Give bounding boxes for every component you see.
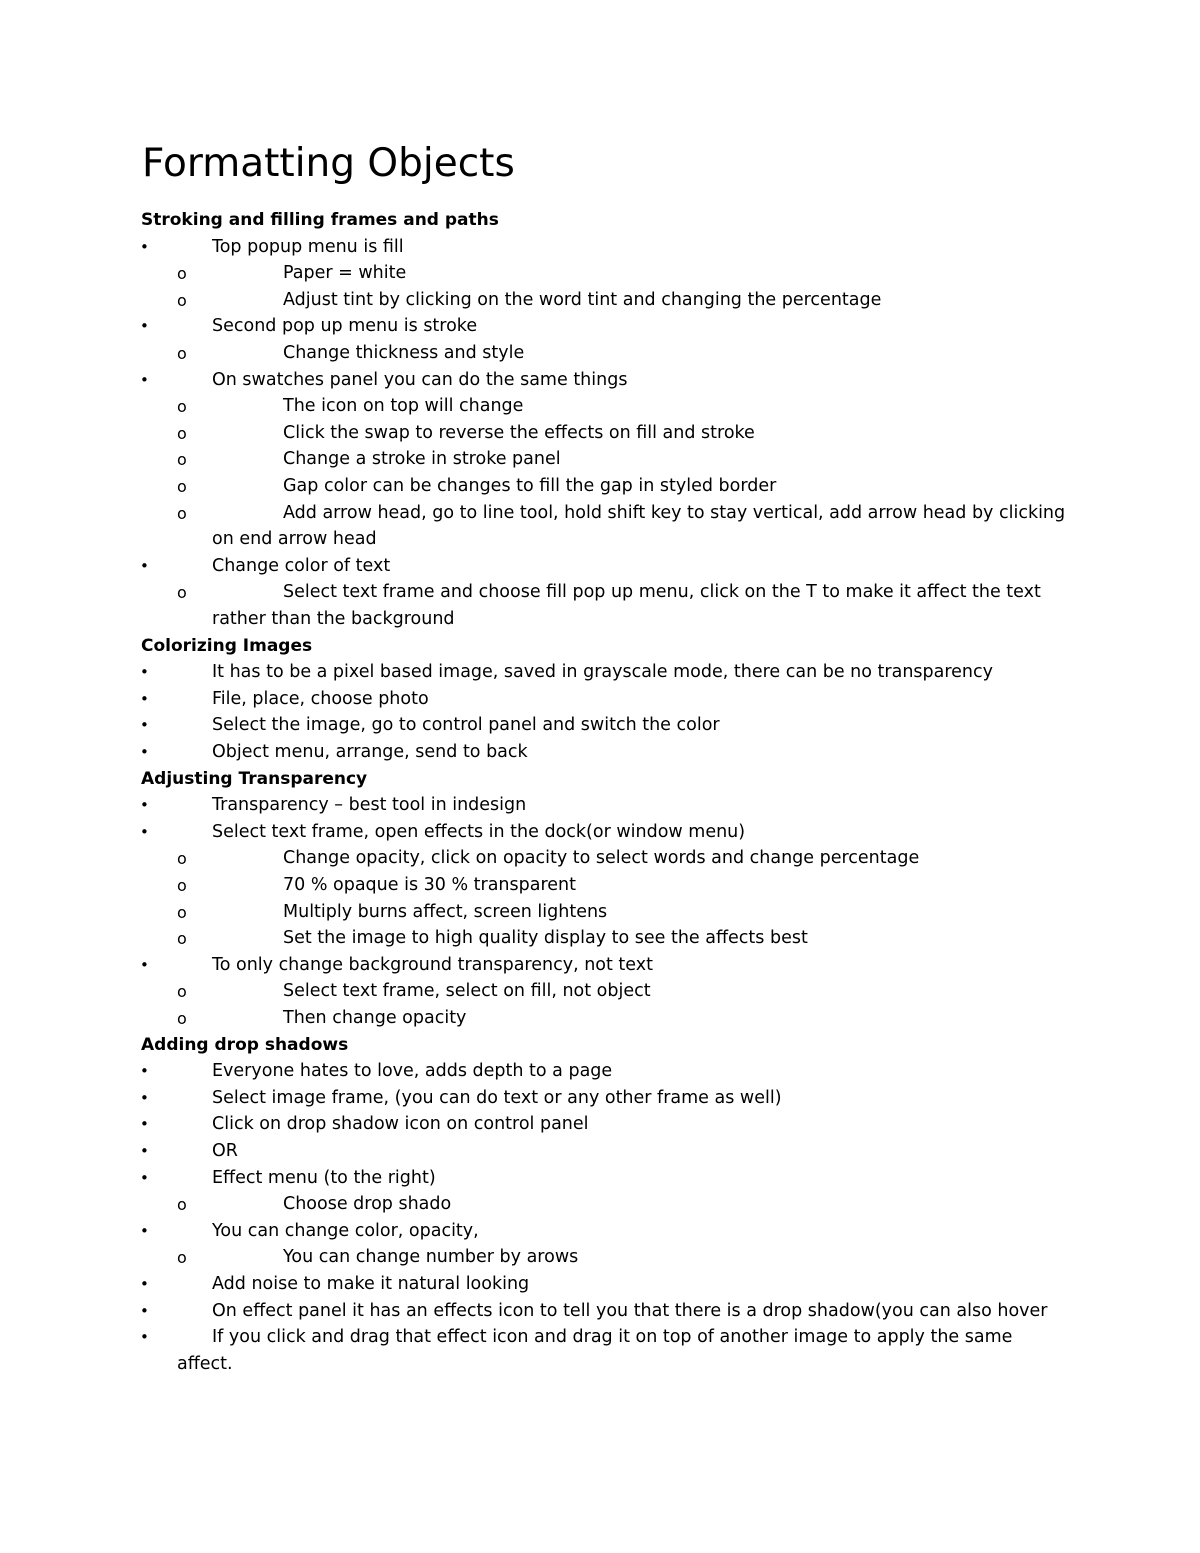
item-text: Select text frame, select on fill, not object [283,981,651,1002]
bullet-marker: • [140,822,149,841]
item-continuation-text: affect. [177,1353,233,1374]
sub-bullet-marker: o [177,264,187,284]
sub-bullet-marker: o [177,397,187,417]
item-text: Click the swap to reverse the effects on fill and stroke [283,422,755,443]
item-text: Transparency – best tool in indesign [212,795,527,816]
bullet-marker: • [140,1168,149,1187]
sub-bullet-marker: o [177,849,187,869]
item-text: Change opacity, click on opacity to select words and change percentage [283,848,920,869]
item-text: You can change number by arows [283,1247,579,1268]
item-text: Multiply burns affect, screen lightens [283,901,608,922]
item-text: 70 % opaque is 30 % transparent [283,875,577,895]
item-text: You can change color, opacity, [212,1220,479,1241]
bullet-marker: • [140,1301,149,1320]
item-text: Select the image, go to control panel and switch the color [212,715,720,736]
bullet-marker: • [140,716,149,735]
sub-bullet-marker: o [177,1195,187,1215]
item-text: OR [212,1141,238,1161]
bullet-marker: • [140,1142,149,1160]
item-text: Top popup menu is fill [212,236,404,257]
bullet-marker: • [140,689,149,708]
item-text: Add noise to make it natural looking [212,1274,530,1294]
sub-bullet-marker: o [177,344,187,363]
section-heading: Colorizing Images [141,635,313,656]
sub-bullet-marker: o [177,982,187,1002]
item-text: Set the image to high quality display to see the affects best [283,928,808,949]
bullet-marker: • [140,556,149,575]
bullet-marker: • [140,1221,149,1240]
bullet-marker: • [140,1275,149,1293]
bullet-marker: • [140,317,149,336]
bullet-marker: • [140,796,149,815]
item-text: Select text frame and choose fill pop up menu, click on the T to make it affect the text [283,582,1041,603]
bullet-marker: • [140,1328,149,1347]
sub-bullet-marker: o [177,1248,187,1268]
bullet-marker: • [140,237,149,256]
item-text: Effect menu (to the right) [212,1167,436,1188]
sub-bullet-marker: o [177,503,187,523]
section-heading: Stroking and filling frames and paths [141,210,499,230]
item-text: Select image frame, (you can do text or any other frame as well) [212,1087,782,1108]
item-text: Second pop up menu is stroke [212,316,478,337]
bullet-marker: • [140,1088,149,1107]
bullet-marker: • [140,663,149,682]
sub-bullet-marker: o [177,477,187,496]
sub-bullet-marker: o [177,902,187,922]
item-text: On swatches panel you can do the same things [212,369,628,390]
bullet-marker: • [140,1062,149,1081]
bullet-marker: • [140,955,149,974]
item-text: Click on drop shadow icon on control panel [212,1114,589,1135]
item-text: Add arrow head, go to line tool, hold shift key to stay vertical, add arrow head by clicking [283,502,1066,523]
item-text: On effect panel it has an effects icon to tell you that there is a drop shadow(you can also hover [212,1300,1048,1321]
item-continuation-text: rather than the background [212,609,455,629]
item-continuation-text: on end arrow head [212,529,377,550]
item-text: Everyone hates to love, adds depth to a page [212,1061,613,1082]
item-text: If you click and drag that effect icon and drag it on top of another image to apply the same [212,1327,1013,1348]
sub-bullet-marker: o [177,1009,187,1028]
sub-bullet-marker: o [177,290,187,310]
item-text: Change color of text [212,555,391,576]
item-text: It has to be a pixel based image, saved in grayscale mode, there can be no transparency [212,662,994,683]
item-text: Change thickness and style [283,343,525,363]
item-text: Adjust tint by clicking on the word tint and changing the percentage [283,289,882,310]
sub-bullet-marker: o [177,876,187,895]
sub-bullet-marker: o [177,450,187,470]
item-text: Object menu, arrange, send to back [212,742,528,762]
item-text: Choose drop shado [283,1194,452,1215]
item-text: The icon on top will change [283,396,524,417]
sub-bullet-marker: o [177,583,187,603]
section-heading: Adding drop shadows [141,1034,349,1055]
item-text: To only change background transparency, not text [212,954,653,975]
item-text: Paper = white [283,263,407,284]
item-text: Gap color can be changes to fill the gap in styled border [283,476,777,496]
bullet-marker: • [140,743,149,761]
sub-bullet-marker: o [177,423,187,443]
section-heading: Adjusting Transparency [141,768,368,789]
item-text: Select text frame, open effects in the dock(or window menu) [212,821,746,842]
bullet-marker: • [140,1115,149,1134]
bullet-marker: • [140,370,149,389]
item-text: Then change opacity [283,1008,467,1028]
item-text: Change a stroke in stroke panel [283,449,561,470]
sub-bullet-marker: o [177,929,187,949]
page-title: Formatting Objects [142,141,515,186]
item-text: File, place, choose photo [212,688,429,709]
